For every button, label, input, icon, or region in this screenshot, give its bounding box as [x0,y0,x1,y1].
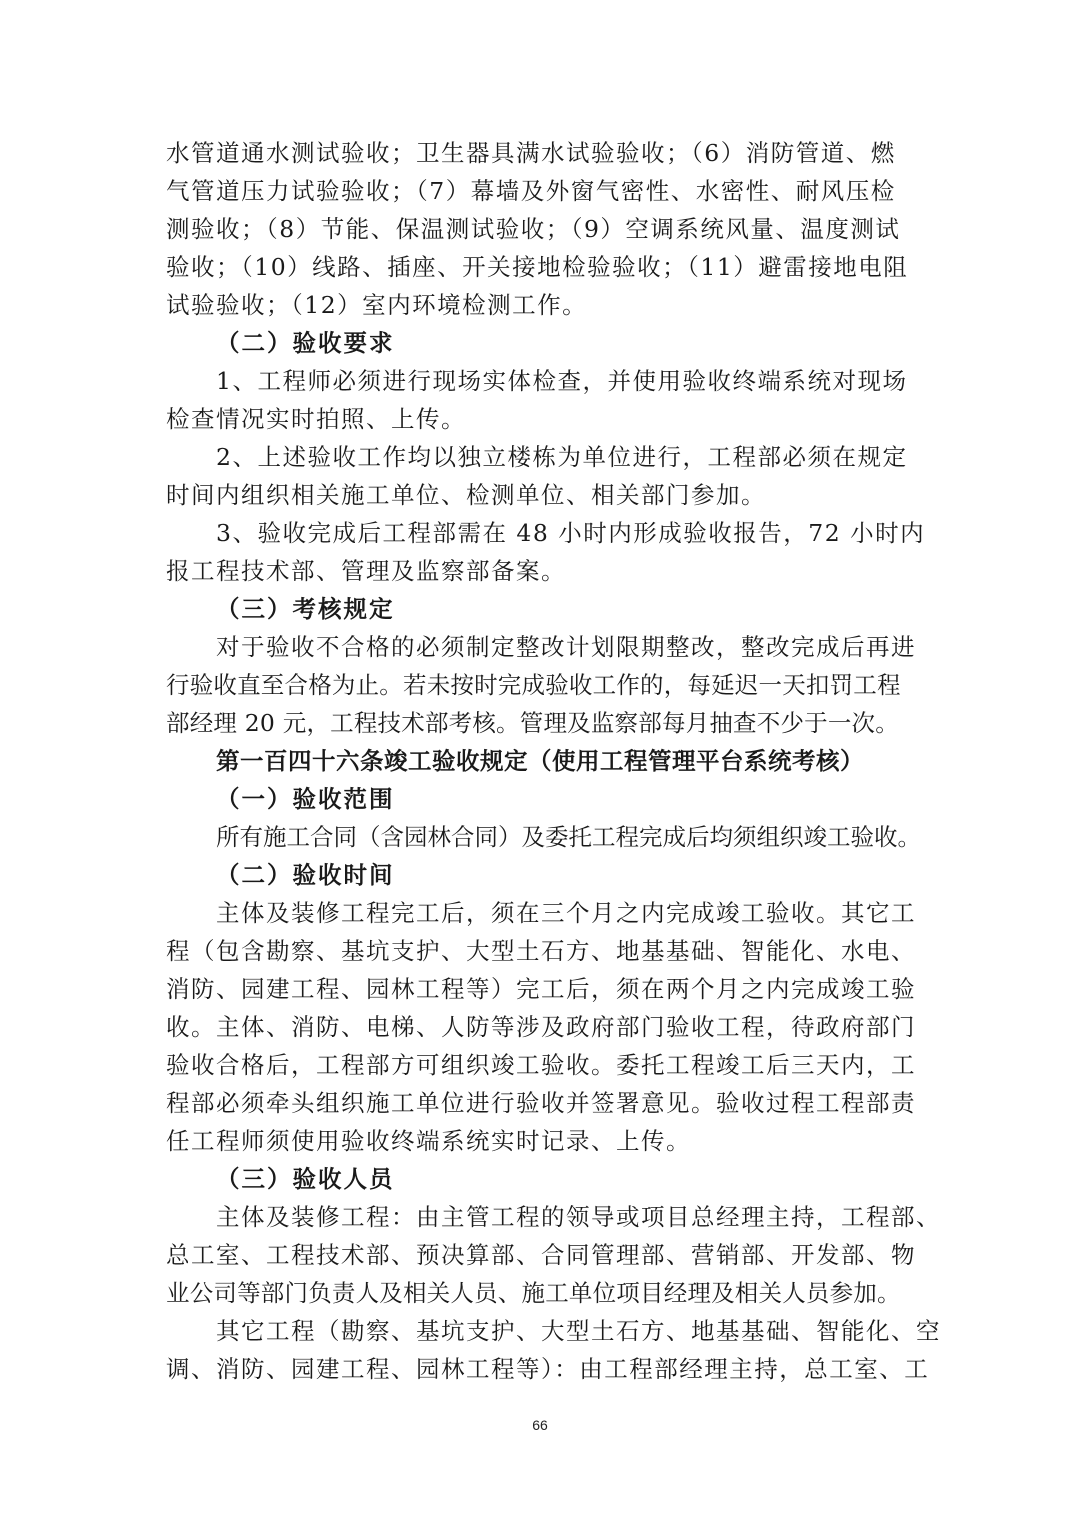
body-line: 验收；（10）线路、插座、开关接地检验验收；（11）避雷接地电阻 [166,253,909,281]
section-heading: （二）验收要求 [216,329,395,357]
body-line: 试验验收；（12）室内环境检测工作。 [166,291,588,319]
section-heading: （三）考核规定 [216,595,395,623]
body-line: 水管道通水测试验收；卫生器具满水试验验收；（6）消防管道、燃 [166,139,896,167]
body-line: 收。主体、消防、电梯、人防等涉及政府部门验收工程，待政府部门 [166,1013,916,1041]
body-line: 程部必须牵头组织施工单位进行验收并签署意见。验收过程工程部责 [166,1089,916,1117]
section-heading: （一）验收范围 [216,785,395,813]
section-heading: （二）验收时间 [216,861,395,889]
body-line: 调、消防、园建工程、园林工程等）：由工程部经理主持，总工室、工 [166,1355,930,1383]
body-line: 2、上述验收工作均以独立楼栋为单位进行，工程部必须在规定 [216,443,908,471]
body-line: 总工室、工程技术部、预决算部、合同管理部、营销部、开发部、物 [166,1241,916,1269]
body-line: 所有施工合同（含园林合同）及委托工程完成后均须组织竣工验收。 [216,823,921,851]
body-line: 消防、园建工程、园林工程等）完工后，须在两个月之内完成竣工验 [166,975,916,1003]
body-line: 主体及装修工程：由主管工程的领导或项目总经理主持，工程部、 [216,1203,941,1231]
body-line: 对于验收不合格的必须制定整改计划限期整改，整改完成后再进 [216,633,916,661]
body-line: 业公司等部门负责人及相关人员、施工单位项目经理及相关人员参加。 [166,1279,901,1307]
body-line: 1、工程师必须进行现场实体检查，并使用验收终端系统对现场 [216,367,908,395]
body-line: 验收合格后，工程部方可组织竣工验收。委托工程竣工后三天内，工 [166,1051,916,1079]
body-line: 时间内组织相关施工单位、检测单位、相关部门参加。 [166,481,766,509]
document-body [166,134,941,1388]
body-line: 报工程技术部、管理及监察部备案。 [166,557,566,585]
article-heading: 第一百四十六条竣工验收规定（使用工程管理平台系统考核） [216,747,864,775]
body-line: 气管道压力试验验收；（7）幕墙及外窗气密性、水密性、耐风压检 [166,177,896,205]
body-line: 检查情况实时拍照、上传。 [166,405,466,433]
section-heading: （三）验收人员 [216,1165,395,1193]
body-line: 程（包含勘察、基坑支护、大型土石方、地基基础、智能化、水电、 [166,937,916,965]
body-line: 测验收；（8）节能、保温测试验收；（9）空调系统风量、温度测试 [166,215,901,243]
body-line: 主体及装修工程完工后，须在三个月之内完成竣工验收。其它工 [216,899,916,927]
body-line: 部经理 20 元，工程技术部考核。管理及监察部每月抽查不少于一次。 [166,709,899,737]
body-line: 行验收直至合格为止。若未按时完成验收工作的，每延迟一天扣罚工程 [166,671,901,699]
body-line: 3、验收完成后工程部需在 48 小时内形成验收报告，72 小时内 [216,519,926,547]
body-line: 其它工程（勘察、基坑支护、大型土石方、地基基础、智能化、空 [216,1317,941,1345]
body-line: 任工程师须使用验收终端系统实时记录、上传。 [166,1127,691,1155]
page-number: 66 [532,1417,548,1433]
